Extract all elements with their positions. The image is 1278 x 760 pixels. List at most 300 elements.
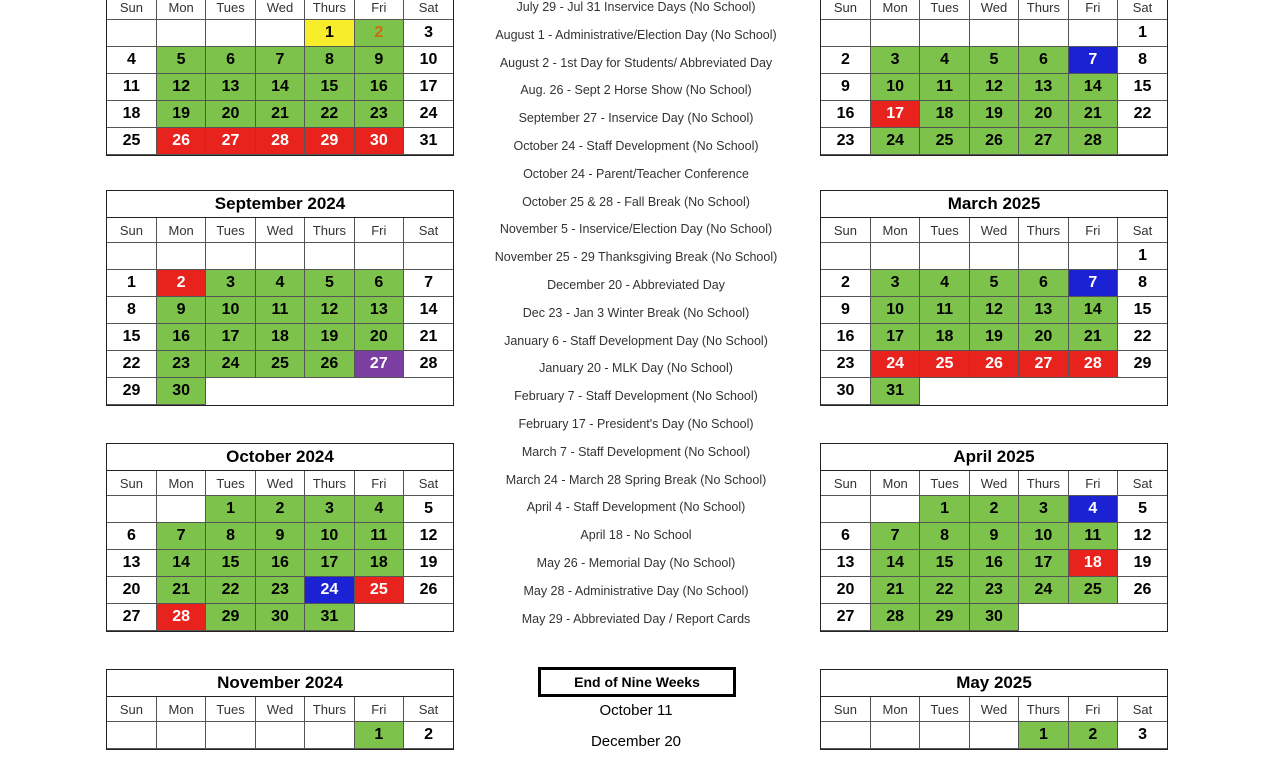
weekday-header: Wed: [969, 0, 1018, 20]
weekday-header: Sun: [821, 471, 870, 496]
weekday-header: Mon: [156, 471, 205, 496]
weekday-header: Sat: [404, 0, 453, 20]
calendar-day-cell: 19: [404, 550, 453, 577]
calendar-day-cell: 1: [107, 270, 156, 297]
calendar-day-cell: 4: [1068, 496, 1117, 523]
weekday-header: Tues: [206, 218, 255, 243]
calendar-day-cell: 13: [1019, 74, 1068, 101]
weekday-header: Sat: [1118, 0, 1167, 20]
calendar-day-cell: 16: [156, 324, 205, 351]
weekday-header: Fri: [1068, 471, 1117, 496]
calendar-day-cell: 5: [969, 270, 1018, 297]
weekday-header: Tues: [206, 0, 255, 20]
calendar-day-cell: [107, 20, 156, 47]
end-of-nine-weeks-box: End of Nine Weeks: [538, 667, 736, 697]
calendar-day-cell: 26: [404, 577, 453, 604]
calendar-day-cell: 2: [255, 496, 304, 523]
weekday-header: Mon: [156, 697, 205, 722]
weekday-header: Thurs: [1019, 471, 1068, 496]
calendar-day-cell: 1: [1118, 243, 1167, 270]
weekday-header: Sat: [404, 218, 453, 243]
calendar-day-cell: 3: [1118, 722, 1167, 749]
event-item: October 24 - Parent/Teacher Conference: [523, 166, 749, 181]
calendar-day-cell: 26: [969, 351, 1018, 378]
calendar-day-cell: 27: [354, 351, 403, 378]
calendar-day-cell: 11: [1068, 523, 1117, 550]
calendar-day-cell: 23: [821, 128, 870, 155]
weekday-header: Sun: [821, 0, 870, 20]
calendar-day-cell: [354, 243, 403, 270]
calendar-week-row: [107, 577, 453, 604]
calendar-february-2025: [820, 0, 1168, 156]
event-item: March 24 - March 28 Spring Break (No School): [505, 472, 767, 487]
calendar-day-cell: 25: [255, 351, 304, 378]
calendar-day-cell: 2: [821, 47, 870, 74]
calendar-day-cell: 24: [305, 577, 354, 604]
calendar-day-cell: [1068, 20, 1117, 47]
calendar-day-cell: 16: [969, 550, 1018, 577]
event-item: October 25 & 28 - Fall Break (No School): [522, 194, 750, 209]
weekday-header: Sun: [107, 697, 156, 722]
calendar-october-2024: [106, 443, 454, 632]
calendar-day-cell: 9: [821, 74, 870, 101]
calendar-day-cell: 21: [870, 577, 919, 604]
calendar-day-cell: 9: [821, 297, 870, 324]
calendar-day-cell: 11: [354, 523, 403, 550]
calendar-day-cell: 15: [107, 324, 156, 351]
weekday-header: Wed: [255, 218, 304, 243]
calendar-day-cell: 23: [156, 351, 205, 378]
calendar-day-cell: 17: [870, 101, 919, 128]
calendar-day-cell: 9: [255, 523, 304, 550]
calendar-day-cell: 31: [305, 604, 354, 631]
calendar-day-cell: [870, 496, 919, 523]
weekday-header: Sun: [107, 471, 156, 496]
calendar-week-row: [107, 604, 453, 631]
calendar-day-cell: 26: [1118, 577, 1167, 604]
calendar-day-cell: 6: [1019, 47, 1068, 74]
events-list: [460, 0, 812, 633]
calendar-week-row: [821, 101, 1167, 128]
calendar-day-cell: 17: [1019, 550, 1068, 577]
calendar-day-cell: 18: [920, 324, 969, 351]
calendar-day-cell: 16: [255, 550, 304, 577]
calendar-day-cell: 12: [305, 297, 354, 324]
calendar-day-cell: 17: [404, 74, 453, 101]
calendar-day-cell: [1019, 604, 1068, 631]
calendar-day-cell: 22: [206, 577, 255, 604]
weekday-header: Thurs: [1019, 218, 1068, 243]
calendar-day-cell: 10: [206, 297, 255, 324]
calendar-day-cell: 30: [354, 128, 403, 155]
calendar-day-cell: 11: [255, 297, 304, 324]
calendar-day-cell: 3: [404, 20, 453, 47]
calendar-day-cell: 27: [107, 604, 156, 631]
calendar-week-row: [821, 128, 1167, 155]
weekday-header: Mon: [156, 0, 205, 20]
calendar-day-cell: 25: [920, 128, 969, 155]
calendar-day-cell: 17: [870, 324, 919, 351]
calendar-day-cell: 15: [1118, 297, 1167, 324]
calendar-day-cell: 21: [255, 101, 304, 128]
calendar-day-cell: 21: [156, 577, 205, 604]
calendar-day-cell: 29: [305, 128, 354, 155]
calendar-day-cell: 5: [1118, 496, 1167, 523]
calendar-day-cell: 18: [1068, 550, 1117, 577]
calendar-day-cell: 27: [206, 128, 255, 155]
weekday-header: Sat: [404, 471, 453, 496]
calendar-week-row: [107, 74, 453, 101]
calendar-month-title: November 2024: [107, 670, 453, 697]
calendar-day-cell: [404, 243, 453, 270]
event-item: July 29 - Jul 31 Inservice Days (No School): [516, 0, 756, 14]
calendar-day-cell: 14: [1068, 74, 1117, 101]
event-item: January 6 - Staff Development Day (No School): [504, 333, 768, 348]
calendar-day-cell: 2: [404, 722, 453, 749]
calendar-day-cell: 24: [1019, 577, 1068, 604]
calendar-day-cell: [920, 243, 969, 270]
calendar-day-cell: 19: [1118, 550, 1167, 577]
calendar-week-row: [821, 722, 1167, 749]
event-item: May 26 - Memorial Day (No School): [536, 555, 736, 570]
calendar-day-cell: [821, 496, 870, 523]
weekday-header: Mon: [870, 218, 919, 243]
calendar-day-cell: 12: [1118, 523, 1167, 550]
weekday-header: Thurs: [305, 697, 354, 722]
calendar-day-cell: 23: [354, 101, 403, 128]
calendar-day-cell: 20: [354, 324, 403, 351]
calendar-day-cell: 31: [870, 378, 919, 405]
weekday-header: Wed: [255, 471, 304, 496]
calendar-day-cell: 3: [305, 496, 354, 523]
calendar-day-cell: 11: [920, 74, 969, 101]
calendar-day-cell: [1118, 128, 1167, 155]
calendar-day-cell: [156, 496, 205, 523]
calendar-day-cell: 8: [1118, 270, 1167, 297]
calendar-day-cell: 24: [404, 101, 453, 128]
calendar-day-cell: 22: [107, 351, 156, 378]
calendar-day-cell: [305, 722, 354, 749]
calendar-day-cell: 29: [107, 378, 156, 405]
calendar-day-cell: 5: [969, 47, 1018, 74]
calendar-week-row: [821, 47, 1167, 74]
calendar-day-cell: [255, 20, 304, 47]
calendar-day-cell: 23: [969, 577, 1018, 604]
calendar-day-cell: [404, 378, 453, 405]
calendar-week-row: [107, 270, 453, 297]
weekday-header: Sun: [107, 0, 156, 20]
weekday-header: Tues: [920, 697, 969, 722]
calendar-day-cell: [1118, 378, 1167, 405]
calendar-day-cell: [920, 378, 969, 405]
weekday-header: Thurs: [305, 471, 354, 496]
calendar-day-cell: 12: [969, 297, 1018, 324]
weekday-header: Tues: [206, 697, 255, 722]
calendar-day-cell: 14: [404, 297, 453, 324]
calendar-august-2024: [106, 0, 454, 156]
calendar-day-cell: 7: [255, 47, 304, 74]
calendar-day-cell: [1068, 604, 1117, 631]
calendar-day-cell: 19: [305, 324, 354, 351]
weekday-header: Sat: [404, 697, 453, 722]
event-item: August 2 - 1st Day for Students/ Abbreviated Day: [499, 55, 773, 70]
calendar-day-cell: [156, 722, 205, 749]
calendar-day-cell: 13: [821, 550, 870, 577]
calendar-day-cell: 28: [1068, 128, 1117, 155]
calendar-day-cell: 14: [156, 550, 205, 577]
calendar-day-cell: 13: [107, 550, 156, 577]
event-item: Dec 23 - Jan 3 Winter Break (No School): [522, 305, 750, 320]
weekday-header: Tues: [206, 471, 255, 496]
calendar-week-row: [821, 523, 1167, 550]
calendar-week-row: [107, 128, 453, 155]
calendar-day-cell: 11: [107, 74, 156, 101]
calendar-day-cell: 13: [206, 74, 255, 101]
calendar-day-cell: [354, 378, 403, 405]
calendar-day-cell: 8: [206, 523, 255, 550]
weekday-header: Thurs: [1019, 0, 1068, 20]
calendar-day-cell: 25: [1068, 577, 1117, 604]
calendar-day-cell: 8: [1118, 47, 1167, 74]
calendar-day-cell: 9: [156, 297, 205, 324]
calendar-week-row: [107, 351, 453, 378]
event-item: September 27 - Inservice Day (No School): [518, 111, 754, 126]
weekday-header: Fri: [1068, 0, 1117, 20]
calendar-day-cell: 8: [107, 297, 156, 324]
weekday-header: Sun: [821, 697, 870, 722]
calendar-day-cell: 29: [206, 604, 255, 631]
calendar-day-cell: 18: [107, 101, 156, 128]
calendar-day-cell: 17: [305, 550, 354, 577]
calendar-day-cell: 28: [870, 604, 919, 631]
calendar-day-cell: 16: [821, 324, 870, 351]
calendar-day-cell: [1068, 243, 1117, 270]
calendar-day-cell: [969, 378, 1018, 405]
calendar-day-cell: [107, 722, 156, 749]
weekday-header: Fri: [354, 218, 403, 243]
calendar-day-cell: [969, 20, 1018, 47]
calendar-week-row: [821, 604, 1167, 631]
calendar-day-cell: 26: [156, 128, 205, 155]
calendar-day-cell: 15: [1118, 74, 1167, 101]
weekday-header: Sat: [1118, 471, 1167, 496]
calendar-week-row: [821, 270, 1167, 297]
calendar-day-cell: 22: [1118, 101, 1167, 128]
calendar-day-cell: 14: [870, 550, 919, 577]
calendar-day-cell: [920, 20, 969, 47]
calendar-week-row: [107, 722, 453, 749]
calendar-day-cell: [255, 722, 304, 749]
calendar-day-cell: 12: [156, 74, 205, 101]
calendar-day-cell: 6: [107, 523, 156, 550]
calendar-week-row: [821, 496, 1167, 523]
calendar-day-cell: [255, 378, 304, 405]
calendar-week-row: [821, 74, 1167, 101]
event-item: November 5 - Inservice/Election Day (No School): [499, 222, 773, 237]
weekday-header: Wed: [255, 697, 304, 722]
calendar-april-2025: [820, 443, 1168, 632]
calendar-day-cell: 26: [305, 351, 354, 378]
calendar-week-row: [107, 324, 453, 351]
calendar-day-cell: 14: [255, 74, 304, 101]
calendar-day-cell: 1: [354, 722, 403, 749]
calendar-day-cell: 20: [821, 577, 870, 604]
calendar-week-row: [107, 47, 453, 74]
nine-weeks-date: October 11: [599, 702, 673, 719]
calendar-month-title: October 2024: [107, 444, 453, 471]
calendar-day-cell: 12: [404, 523, 453, 550]
weekday-header: Fri: [354, 0, 403, 20]
event-item: January 20 - MLK Day (No School): [539, 361, 733, 376]
calendar-day-cell: 2: [969, 496, 1018, 523]
weekday-header: Wed: [969, 471, 1018, 496]
calendar-day-cell: 17: [206, 324, 255, 351]
calendar-day-cell: 29: [920, 604, 969, 631]
calendar-day-cell: 27: [821, 604, 870, 631]
calendar-day-cell: 27: [1019, 128, 1068, 155]
calendar-week-row: [107, 297, 453, 324]
calendar-day-cell: 2: [1068, 722, 1117, 749]
calendar-day-cell: [870, 20, 919, 47]
calendar-week-row: [107, 243, 453, 270]
calendar-day-cell: [107, 243, 156, 270]
calendar-day-cell: 9: [969, 523, 1018, 550]
calendar-day-cell: [870, 243, 919, 270]
weekday-header: Sun: [107, 218, 156, 243]
nine-weeks-date: December 20: [590, 733, 682, 750]
weekday-header: Wed: [969, 218, 1018, 243]
calendar-week-row: [107, 101, 453, 128]
calendar-day-cell: 20: [1019, 101, 1068, 128]
calendar-day-cell: [156, 243, 205, 270]
calendar-day-cell: 10: [870, 74, 919, 101]
event-item: May 29 - Abbreviated Day / Report Cards: [521, 611, 751, 626]
calendar-day-cell: [969, 722, 1018, 749]
calendar-day-cell: 3: [206, 270, 255, 297]
calendar-day-cell: 3: [870, 47, 919, 74]
calendar-week-row: [107, 378, 453, 405]
calendar-day-cell: [821, 20, 870, 47]
calendar-week-row: [821, 577, 1167, 604]
calendar-day-cell: 3: [870, 270, 919, 297]
calendar-month-title: September 2024: [107, 191, 453, 218]
calendar-day-cell: 14: [1068, 297, 1117, 324]
weekday-header: Sun: [821, 218, 870, 243]
calendar-day-cell: 18: [255, 324, 304, 351]
calendar-day-cell: 30: [969, 604, 1018, 631]
calendar-day-cell: 10: [1019, 523, 1068, 550]
calendar-day-cell: 1: [1118, 20, 1167, 47]
calendar-month-title: March 2025: [821, 191, 1167, 218]
calendar-day-cell: 6: [354, 270, 403, 297]
calendar-week-row: [821, 351, 1167, 378]
calendar-may-2025: [820, 669, 1168, 750]
calendar-week-row: [107, 550, 453, 577]
weekday-header: Thurs: [1019, 697, 1068, 722]
weekday-header: Fri: [354, 697, 403, 722]
calendar-day-cell: 10: [305, 523, 354, 550]
calendar-day-cell: 18: [920, 101, 969, 128]
calendar-day-cell: 7: [156, 523, 205, 550]
calendar-day-cell: 27: [1019, 351, 1068, 378]
calendar-day-cell: 18: [354, 550, 403, 577]
weekday-header: Tues: [920, 218, 969, 243]
calendar-day-cell: 25: [920, 351, 969, 378]
calendar-day-cell: 1: [305, 20, 354, 47]
calendar-day-cell: [305, 378, 354, 405]
calendar-week-row: [821, 297, 1167, 324]
calendar-november-2024: [106, 669, 454, 750]
event-item: December 20 - Abbreviated Day: [547, 277, 725, 292]
event-item: April 18 - No School: [580, 528, 692, 543]
weekday-header: Tues: [920, 0, 969, 20]
calendar-day-cell: 10: [870, 297, 919, 324]
calendar-day-cell: 1: [920, 496, 969, 523]
calendar-day-cell: 15: [305, 74, 354, 101]
calendar-day-cell: 23: [255, 577, 304, 604]
calendar-day-cell: 2: [354, 20, 403, 47]
event-item: August 1 - Administrative/Election Day (No School): [495, 27, 777, 42]
calendar-day-cell: 25: [107, 128, 156, 155]
event-item: February 17 - President's Day (No School): [518, 416, 754, 431]
calendar-day-cell: 2: [156, 270, 205, 297]
weekday-header: Mon: [870, 471, 919, 496]
calendar-day-cell: 20: [206, 101, 255, 128]
calendar-week-row: [107, 496, 453, 523]
calendar-day-cell: 4: [920, 270, 969, 297]
calendar-day-cell: 4: [354, 496, 403, 523]
calendar-day-cell: 21: [1068, 324, 1117, 351]
calendar-day-cell: 13: [354, 297, 403, 324]
weekday-header: Mon: [156, 218, 205, 243]
calendar-month-title: May 2025: [821, 670, 1167, 697]
calendar-day-cell: 6: [206, 47, 255, 74]
calendar-day-cell: 7: [1068, 47, 1117, 74]
calendar-day-cell: 15: [206, 550, 255, 577]
calendar-day-cell: [107, 496, 156, 523]
calendar-day-cell: 30: [255, 604, 304, 631]
calendar-day-cell: [255, 243, 304, 270]
calendar-day-cell: [920, 722, 969, 749]
weekday-header: Wed: [255, 0, 304, 20]
calendar-day-cell: 10: [404, 47, 453, 74]
calendar-day-cell: [1019, 378, 1068, 405]
calendar-day-cell: 16: [354, 74, 403, 101]
calendar-day-cell: 24: [206, 351, 255, 378]
calendar-week-row: [107, 523, 453, 550]
calendar-day-cell: 8: [920, 523, 969, 550]
calendar-day-cell: 5: [156, 47, 205, 74]
calendar-day-cell: [206, 722, 255, 749]
calendar-day-cell: 22: [305, 101, 354, 128]
calendar-day-cell: [354, 604, 403, 631]
calendar-march-2025: [820, 190, 1168, 406]
weekday-header: Fri: [1068, 218, 1117, 243]
calendar-day-cell: [1019, 20, 1068, 47]
event-item: February 7 - Staff Development (No School): [514, 389, 758, 404]
calendar-day-cell: [1068, 378, 1117, 405]
weekday-header: Tues: [920, 471, 969, 496]
calendar-week-row: [107, 20, 453, 47]
calendar-day-cell: 29: [1118, 351, 1167, 378]
calendar-day-cell: 9: [354, 47, 403, 74]
calendar-day-cell: [305, 243, 354, 270]
calendar-day-cell: [969, 243, 1018, 270]
weekday-header: Fri: [354, 471, 403, 496]
calendar-day-cell: [156, 20, 205, 47]
weekday-header: Sat: [1118, 697, 1167, 722]
calendar-week-row: [821, 20, 1167, 47]
